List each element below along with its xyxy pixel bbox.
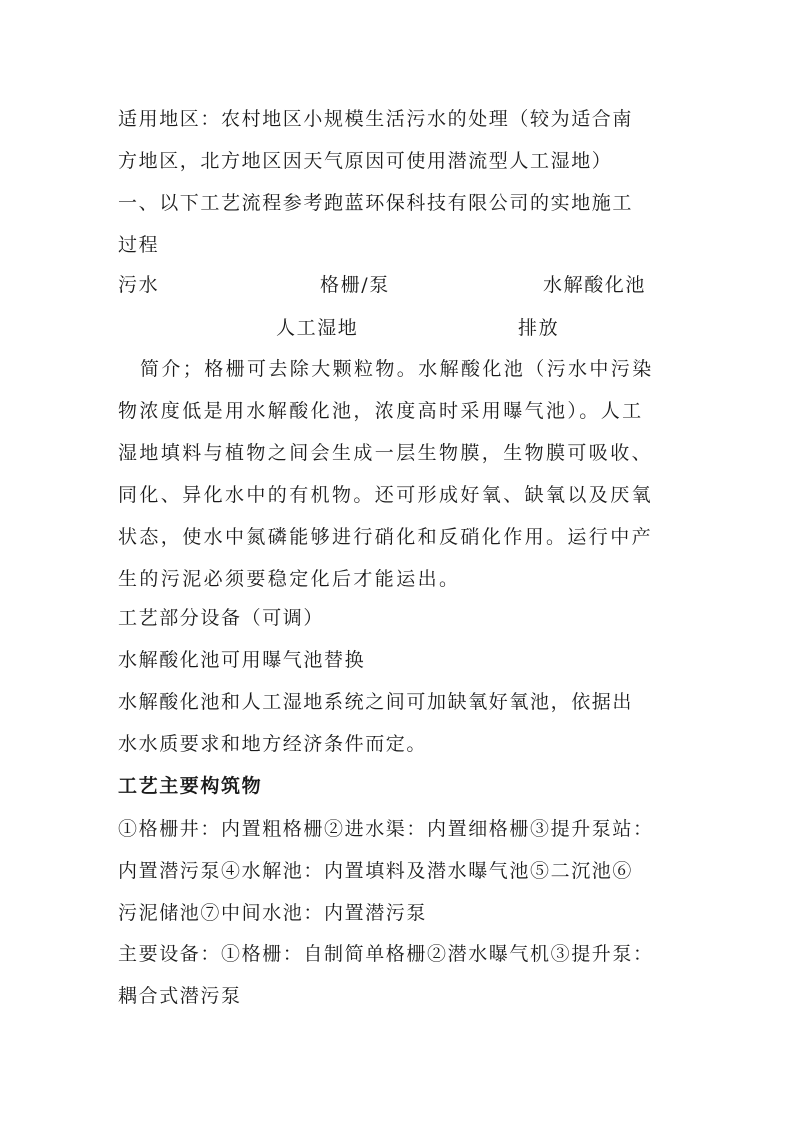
structures-line-3: 污泥储池⑦中间水池：内置潜污泵: [118, 902, 428, 924]
structures-line-1: ①格栅井：内置粗格栅②进水渠：内置细格栅③提升泵站：: [118, 818, 654, 840]
applicable-area-line-2: 方地区，北方地区因天气原因可使用潜流型人工湿地）: [118, 150, 613, 172]
applicable-area-line-1: 适用地区：农村地区小规模生活污水的处理（较为适合南: [118, 108, 634, 130]
process-heading-line-2: 过程: [118, 234, 160, 256]
equipment-note-1: 水解酸化池可用曝气池替换: [118, 649, 366, 671]
intro-line-4: 同化、异化水中的有机物。还可形成好氧、缺氧以及厌氧: [118, 484, 654, 506]
intro-line-5: 状态，使水中氮磷能够进行硝化和反硝化作用。运行中产: [118, 526, 654, 548]
flow-step-hydrolysis-tank: 水解酸化池: [543, 274, 647, 296]
main-equipment-line-2: 耦合式潜污泵: [118, 985, 242, 1007]
intro-line-1: 简介；格栅可去除大颗粒物。水解酸化池（污水中污染: [140, 358, 654, 380]
equipment-heading: 工艺部分设备（可调）: [118, 607, 325, 629]
flow-step-sewage: 污水: [118, 274, 160, 296]
flow-step-discharge: 排放: [518, 317, 560, 339]
intro-line-3: 湿地填料与植物之间会生成一层生物膜，生物膜可吸收、: [118, 442, 654, 464]
equipment-note-2-line-2: 水水质要求和地方经济条件而定。: [118, 733, 428, 755]
flow-step-constructed-wetland: 人工湿地: [276, 317, 359, 339]
intro-line-2: 物浓度低是用水解酸化池，浓度高时采用曝气池）。人工: [118, 400, 644, 422]
process-heading-line-1: 一、以下工艺流程参考跑蓝环保科技有限公司的实地施工: [118, 192, 634, 214]
flow-step-grille-pump: 格栅/泵: [320, 274, 390, 296]
intro-line-6: 生的污泥必须要稳定化后才能运出。: [118, 568, 461, 590]
main-equipment-line-1: 主要设备：①格栅：自制简单格栅②潜水曝气机③提升泵：: [118, 943, 654, 965]
structures-heading: 工艺主要构筑物: [118, 775, 263, 797]
structures-line-2: 内置潜污泵④水解池：内置填料及潜水曝气池⑤二沉池⑥: [118, 860, 634, 882]
equipment-note-2-line-1: 水解酸化池和人工湿地系统之间可加缺氧好氧池，依据出: [118, 691, 634, 713]
